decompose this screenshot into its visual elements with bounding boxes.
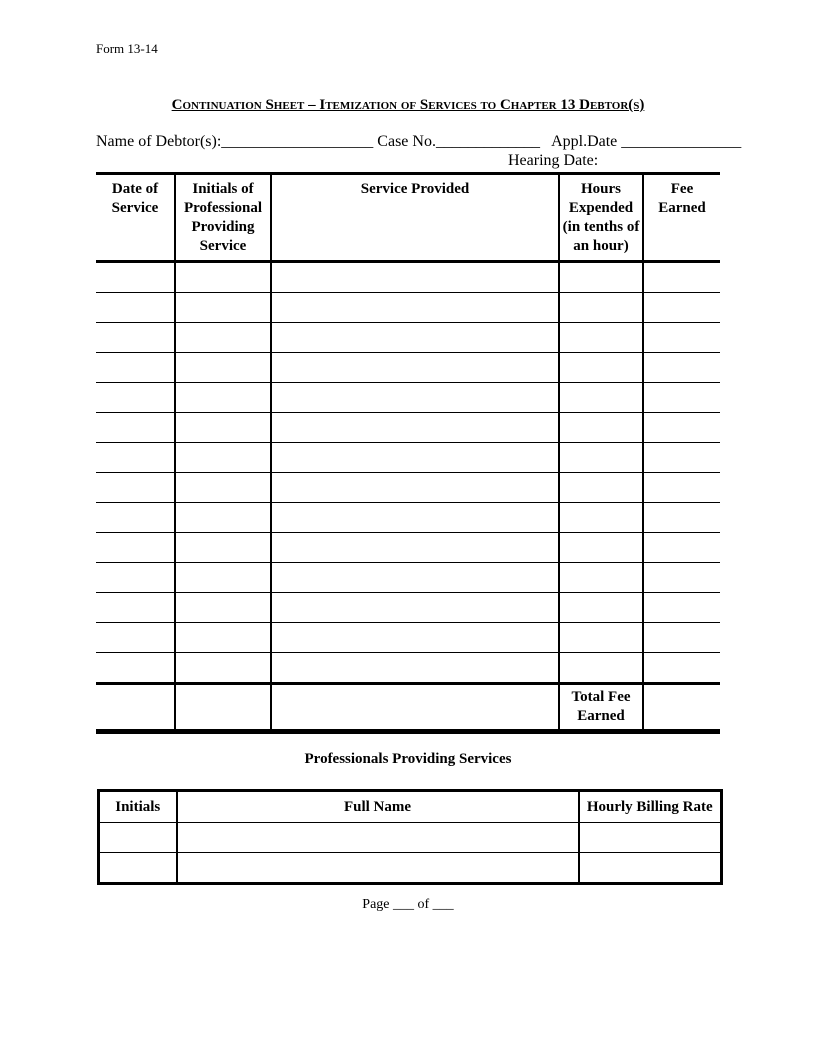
cell-blank: [271, 684, 559, 732]
cell-service[interactable]: [271, 623, 559, 653]
cell-date[interactable]: [96, 563, 175, 593]
cell-hours[interactable]: [559, 623, 643, 653]
cell-service[interactable]: [271, 563, 559, 593]
cell-fee[interactable]: [643, 262, 720, 293]
cell-initials[interactable]: [175, 443, 271, 473]
cell-service[interactable]: [271, 533, 559, 563]
table-row: [96, 533, 720, 563]
form-number: Form 13-14: [96, 41, 158, 56]
cell-hours[interactable]: [559, 443, 643, 473]
cell-initials[interactable]: [175, 383, 271, 413]
page-title: Continuation Sheet – Itemization of Services to Chapter 13 Debtor(s): [171, 97, 645, 113]
cell-hours[interactable]: [559, 383, 643, 413]
cell-initials[interactable]: [99, 823, 177, 853]
table-row: [96, 353, 720, 383]
cell-date[interactable]: [96, 653, 175, 684]
case-no-label: Case No.: [373, 133, 436, 150]
header-fields: [96, 133, 741, 151]
cell-fee[interactable]: [643, 293, 720, 323]
cell-fee[interactable]: [643, 323, 720, 353]
appl-date-label: Appl.Date: [539, 133, 622, 150]
table-row: [96, 443, 720, 473]
cell-hourly-rate[interactable]: [579, 853, 722, 884]
cell-hours[interactable]: [559, 563, 643, 593]
table-row: [96, 473, 720, 503]
cell-date[interactable]: [96, 262, 175, 293]
cell-service[interactable]: [271, 653, 559, 684]
cell-hours[interactable]: [559, 503, 643, 533]
cell-hourly-rate[interactable]: [579, 823, 722, 853]
table-row: [96, 262, 720, 293]
cell-fee[interactable]: [643, 593, 720, 623]
header-initials: Initials of Professional Providing Service: [175, 174, 271, 262]
debtor-label: Name of Debtor(s):: [96, 133, 222, 150]
total-fee-field[interactable]: [643, 684, 720, 732]
cell-full-name[interactable]: [177, 853, 579, 884]
cell-fee[interactable]: [643, 623, 720, 653]
cell-hours[interactable]: [559, 593, 643, 623]
cell-service[interactable]: [271, 293, 559, 323]
cell-date[interactable]: [96, 353, 175, 383]
cell-date[interactable]: [96, 533, 175, 563]
cell-full-name[interactable]: [177, 823, 579, 853]
cell-service[interactable]: [271, 262, 559, 293]
total-row: [96, 684, 720, 732]
table-row: [96, 413, 720, 443]
cell-initials[interactable]: [175, 262, 271, 293]
cell-blank: [96, 684, 175, 732]
table-row: [96, 383, 720, 413]
cell-fee[interactable]: [643, 473, 720, 503]
cell-hours[interactable]: [559, 473, 643, 503]
header-date-of-service: Date of Service: [96, 174, 175, 262]
cell-hours[interactable]: [559, 293, 643, 323]
cell-service[interactable]: [271, 503, 559, 533]
table-row: [96, 293, 720, 323]
cell-fee[interactable]: [643, 653, 720, 684]
cell-date[interactable]: [96, 473, 175, 503]
cell-date[interactable]: [96, 593, 175, 623]
cell-hours[interactable]: [559, 413, 643, 443]
cell-fee[interactable]: [643, 413, 720, 443]
table-row: [99, 853, 722, 884]
table-row: [96, 503, 720, 533]
cell-initials[interactable]: [175, 503, 271, 533]
cell-initials[interactable]: [175, 563, 271, 593]
cell-initials[interactable]: [175, 353, 271, 383]
table-row: [96, 323, 720, 353]
cell-initials[interactable]: [175, 323, 271, 353]
page-number: Page ___ of ___: [362, 897, 454, 912]
header-fee-earned: Fee Earned: [643, 174, 720, 262]
cell-initials[interactable]: [175, 473, 271, 503]
case-no-field[interactable]: _____________: [435, 133, 540, 150]
cell-service[interactable]: [271, 413, 559, 443]
cell-initials[interactable]: [175, 293, 271, 323]
cell-date[interactable]: [96, 443, 175, 473]
cell-hours[interactable]: [559, 262, 643, 293]
cell-initials[interactable]: [175, 623, 271, 653]
cell-blank: [175, 684, 271, 732]
appl-date-field[interactable]: _______________: [621, 133, 742, 150]
cell-initials[interactable]: [175, 533, 271, 563]
cell-service[interactable]: [271, 323, 559, 353]
cell-initials[interactable]: [175, 653, 271, 684]
cell-service[interactable]: [271, 353, 559, 383]
cell-date[interactable]: [96, 503, 175, 533]
table-row: [96, 593, 720, 623]
cell-date[interactable]: [96, 383, 175, 413]
cell-date[interactable]: [96, 623, 175, 653]
table-row: [96, 653, 720, 684]
cell-service[interactable]: [271, 443, 559, 473]
cell-fee[interactable]: [643, 503, 720, 533]
hearing-date-label: Hearing Date:: [508, 152, 599, 169]
cell-service[interactable]: [271, 593, 559, 623]
header-full-name: Full Name: [177, 791, 579, 823]
cell-fee[interactable]: [643, 443, 720, 473]
header-service-provided: Service Provided: [271, 174, 559, 262]
cell-initials[interactable]: [175, 593, 271, 623]
cell-hours[interactable]: [559, 653, 643, 684]
cell-hours[interactable]: [559, 533, 643, 563]
cell-fee[interactable]: [643, 563, 720, 593]
cell-fee[interactable]: [643, 533, 720, 563]
header-hourly-rate: Hourly Billing Rate: [579, 791, 722, 823]
cell-initials[interactable]: [99, 853, 177, 884]
cell-service[interactable]: [271, 383, 559, 413]
total-fee-label: Total Fee Earned: [559, 684, 643, 732]
cell-hours[interactable]: [559, 353, 643, 383]
header-hours-expended: Hours Expended (in tenths of an hour): [559, 174, 643, 262]
professionals-table: [97, 789, 723, 885]
services-table: [96, 172, 720, 734]
cell-date[interactable]: [96, 413, 175, 443]
cell-date[interactable]: [96, 293, 175, 323]
cell-fee[interactable]: [643, 353, 720, 383]
cell-fee[interactable]: [643, 383, 720, 413]
professionals-title: Professionals Providing Services: [304, 751, 512, 767]
cell-initials[interactable]: [175, 413, 271, 443]
cell-date[interactable]: [96, 323, 175, 353]
header-initials: Initials: [99, 791, 177, 823]
debtor-name-field[interactable]: ___________________: [221, 133, 374, 150]
cell-hours[interactable]: [559, 323, 643, 353]
table-row: [96, 623, 720, 653]
table-row: [99, 823, 722, 853]
cell-service[interactable]: [271, 473, 559, 503]
table-row: [96, 563, 720, 593]
